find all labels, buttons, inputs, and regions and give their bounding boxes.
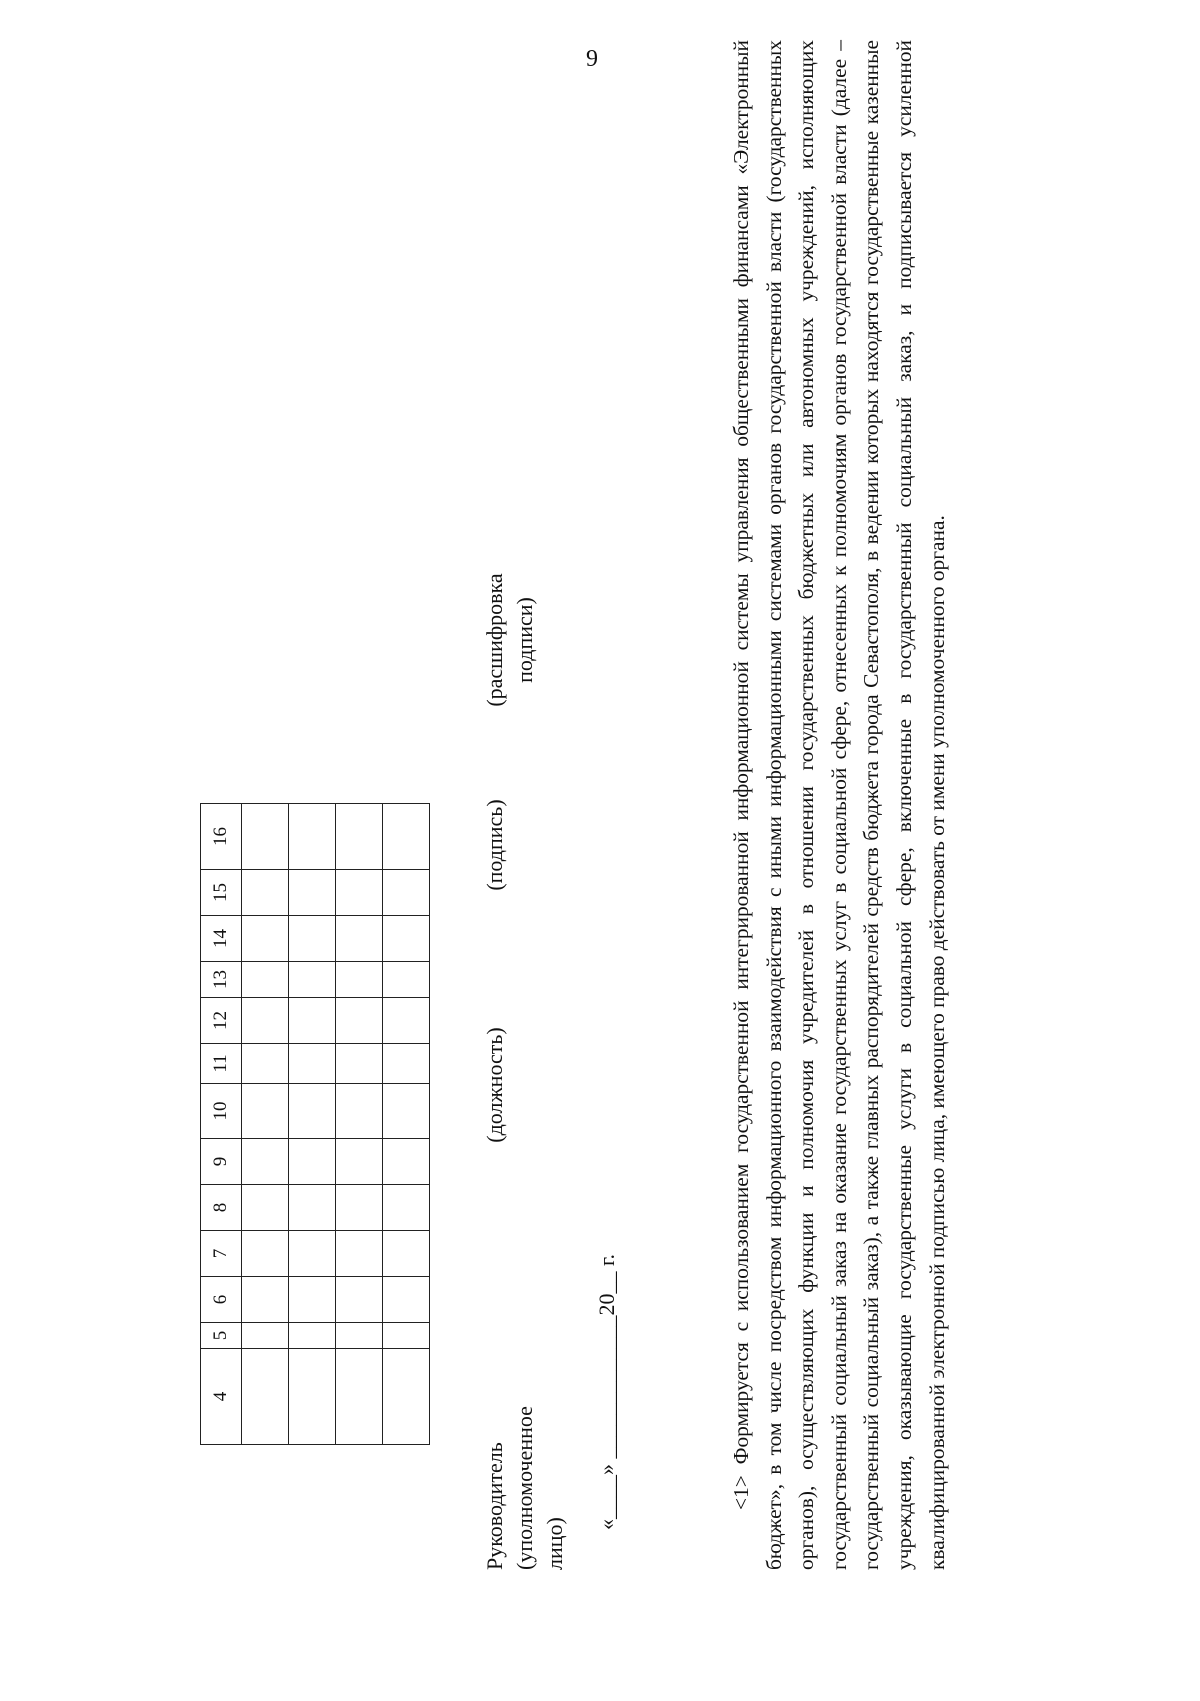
column-number: 15 bbox=[201, 870, 242, 916]
table-cell bbox=[289, 1185, 336, 1231]
column-number: 10 bbox=[201, 1084, 242, 1139]
table-cell bbox=[336, 1185, 383, 1231]
rotated-page-content bbox=[170, 20, 1050, 1580]
table-cell bbox=[336, 1231, 383, 1277]
table-header-row bbox=[201, 804, 242, 1445]
table-cell bbox=[242, 1044, 289, 1084]
position-caption: (должность) bbox=[482, 1027, 507, 1143]
table-row bbox=[336, 804, 383, 1445]
column-number: 12 bbox=[201, 998, 242, 1044]
table-cell bbox=[242, 1323, 289, 1349]
page-number: 9 bbox=[586, 46, 598, 72]
form-table bbox=[200, 803, 430, 1445]
table-cell bbox=[289, 916, 336, 962]
table-cell bbox=[383, 916, 430, 962]
table-cell bbox=[383, 1044, 430, 1084]
table-cell bbox=[383, 962, 430, 998]
table-cell bbox=[242, 870, 289, 916]
table-cell bbox=[383, 1277, 430, 1323]
table-cell bbox=[289, 1323, 336, 1349]
table-cell bbox=[336, 916, 383, 962]
table-cell bbox=[383, 1349, 430, 1445]
table-cell bbox=[289, 1277, 336, 1323]
column-number: 5 bbox=[201, 1323, 242, 1349]
signature-decode-caption: (расшифровка подписи) bbox=[482, 573, 537, 707]
table-cell bbox=[242, 1231, 289, 1277]
signer-label: Руководитель (уполномоченное лицо) bbox=[482, 1406, 567, 1570]
table-cell bbox=[289, 1349, 336, 1445]
table-cell bbox=[242, 1139, 289, 1185]
table-cell bbox=[242, 962, 289, 998]
table-cell bbox=[336, 1277, 383, 1323]
column-number: 8 bbox=[201, 1185, 242, 1231]
table-cell bbox=[289, 1084, 336, 1139]
table-cell bbox=[289, 1231, 336, 1277]
column-number: 11 bbox=[201, 1044, 242, 1084]
table-cell bbox=[336, 1084, 383, 1139]
table-cell bbox=[242, 1277, 289, 1323]
table-cell bbox=[242, 1084, 289, 1139]
table-cell bbox=[242, 1185, 289, 1231]
column-number: 6 bbox=[201, 1277, 242, 1323]
table-cell bbox=[336, 1349, 383, 1445]
table-row bbox=[383, 804, 430, 1445]
table-row bbox=[289, 804, 336, 1445]
table-cell bbox=[383, 998, 430, 1044]
column-number: 4 bbox=[201, 1349, 242, 1445]
table-cell bbox=[383, 1231, 430, 1277]
table-cell bbox=[336, 998, 383, 1044]
table-cell bbox=[336, 962, 383, 998]
column-number: 9 bbox=[201, 1139, 242, 1185]
table-cell bbox=[289, 962, 336, 998]
table-cell bbox=[336, 870, 383, 916]
footnote: <1> Формируется с использованием государственной интегрированной информационной системы управления общественными финансами «Электронный бюджет», в том числе посредством информационного взаимодействия с иными информационными системами органов государственной власти (государственных органов), осуществляющих функции и полномочия учредителей в отношении государственных бюджетных или автономных учреждений, исполняющих государственный социальный заказ на оказание государственных услуг в социальной сфере, отнесенных к полномочиям органов государственной власти (далее – государственный социальный заказ), а также главных распорядителей средств бюджета города Севастополя, в ведении которых находятся государственные казенные учреждения, оказывающие государственные услуги в социальной сфере, включенные в государственный социальный заказ, и подписывается усиленной квалифицированной электронной подписью лица, имеющего право действовать от имени уполномоченного органа. bbox=[729, 40, 949, 1570]
table-cell bbox=[242, 998, 289, 1044]
table-cell bbox=[383, 870, 430, 916]
table-cell bbox=[383, 1139, 430, 1185]
table-row bbox=[242, 804, 289, 1445]
signature-caption: (подпись) bbox=[482, 799, 507, 891]
table-cell bbox=[336, 804, 383, 870]
column-number: 16 bbox=[201, 804, 242, 870]
column-number: 7 bbox=[201, 1231, 242, 1277]
table-cell bbox=[289, 804, 336, 870]
table-cell bbox=[336, 1139, 383, 1185]
table-cell bbox=[383, 1323, 430, 1349]
table-cell bbox=[383, 804, 430, 870]
column-number: 13 bbox=[201, 962, 242, 998]
table-cell bbox=[242, 1349, 289, 1445]
table-cell bbox=[289, 1044, 336, 1084]
table-cell bbox=[289, 870, 336, 916]
date-line: «____» _____________20__ г. bbox=[594, 1253, 619, 1530]
table-cell bbox=[336, 1044, 383, 1084]
table-cell bbox=[242, 916, 289, 962]
table-cell bbox=[289, 1139, 336, 1185]
table-cell bbox=[289, 998, 336, 1044]
table-cell bbox=[336, 1323, 383, 1349]
column-number: 14 bbox=[201, 916, 242, 962]
table-cell bbox=[383, 1185, 430, 1231]
table-cell bbox=[383, 1084, 430, 1139]
table-cell bbox=[242, 804, 289, 870]
